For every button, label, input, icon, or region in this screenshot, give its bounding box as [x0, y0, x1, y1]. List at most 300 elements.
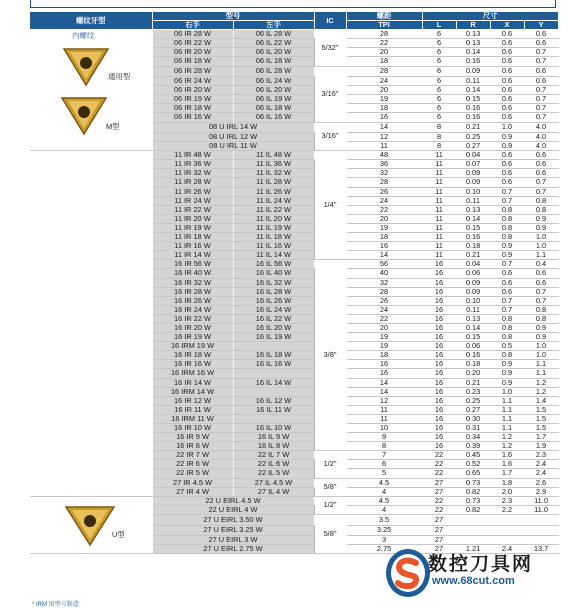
table-row — [30, 496, 558, 505]
cell-tpi: 16 — [346, 369, 422, 378]
right-hand-model: 22 IR 7 W — [152, 451, 233, 460]
cell-r: 0.73 — [456, 478, 490, 487]
cell-tpi: 4 — [346, 505, 422, 514]
cell-y: 0.7 — [524, 104, 558, 113]
cell-r: 0.45 — [456, 451, 490, 460]
thread-type-cell-top — [30, 30, 152, 151]
cell-x — [490, 526, 524, 535]
left-hand-model: 27 IL 4 W — [233, 487, 314, 496]
left-hand-model: 06 IL 18 W — [233, 57, 314, 66]
cell-y: 0.7 — [524, 113, 558, 122]
right-hand-model: 16 IR 20 W — [152, 323, 233, 332]
cell-tpi: 14 — [346, 251, 422, 260]
left-hand-model: 16 IL 56 W — [233, 260, 314, 269]
cell-x: 2.3 — [490, 496, 524, 505]
right-hand-model: 11 IR 14 W — [152, 251, 233, 260]
right-hand-model: 06 IR 28 W — [152, 66, 233, 76]
cell-l: 16 — [422, 433, 456, 442]
left-hand-model: 16 IL 8 W — [233, 442, 314, 451]
cell-x: 1.6 — [490, 451, 524, 460]
right-hand-model: 11 IR 32 W — [152, 169, 233, 178]
right-hand-model: 06 IR 18 W — [152, 104, 233, 113]
cell-tpi: 26 — [346, 296, 422, 305]
ic-size: 1/2" — [314, 451, 346, 478]
cell-tpi: 19 — [346, 95, 422, 104]
cell-l: 6 — [422, 48, 456, 57]
right-hand-model: 16 IR 8 W — [152, 442, 233, 451]
cell-y: 0.7 — [524, 296, 558, 305]
right-hand-model: 06 IR 20 W — [152, 86, 233, 95]
cell-r: 0.04 — [456, 260, 490, 269]
header-l: L — [422, 21, 456, 30]
cell-l: 11 — [422, 178, 456, 187]
right-hand-model: 16 IR 22 W — [152, 314, 233, 323]
left-hand-model — [233, 387, 314, 396]
cell-tpi: 12 — [346, 133, 422, 142]
top-frame — [30, 0, 556, 8]
cell-r: 0.10 — [456, 296, 490, 305]
cell-l: 6 — [422, 77, 456, 86]
left-hand-model: 16 IL 28 W — [233, 287, 314, 296]
cell-r: 0.16 — [456, 113, 490, 122]
cell-x: 0.6 — [490, 39, 524, 48]
logo-url: www.68cut.com — [432, 575, 515, 587]
cell-r: 0.82 — [456, 487, 490, 496]
cell-x: 0.6 — [490, 95, 524, 104]
cell-r: 0.73 — [456, 496, 490, 505]
cell-l: 16 — [422, 296, 456, 305]
label-u: U型 — [112, 529, 125, 539]
cell-r: 0.04 — [456, 151, 490, 160]
right-hand-model: 06 IR 16 W — [152, 113, 233, 122]
cell-l: 11 — [422, 160, 456, 169]
ic-size: 3/16" — [314, 122, 346, 151]
cell-l: 11 — [422, 187, 456, 196]
cell-tpi: 2.75 — [346, 544, 422, 553]
cell-l: 6 — [422, 86, 456, 95]
cell-tpi: 3.5 — [346, 514, 422, 526]
cell-r: 0.31 — [456, 424, 490, 433]
cell-y: 1.5 — [524, 424, 558, 433]
header-thread-type: 螺纹牙型 — [30, 12, 152, 30]
cell-y: 0.9 — [524, 223, 558, 232]
thread-insert-spec-table — [30, 12, 559, 554]
cell-y: 4.0 — [524, 122, 558, 132]
cell-r: 0.30 — [456, 414, 490, 423]
thread-type-cell-u — [30, 496, 152, 553]
right-hand-model: 06 IR 24 W — [152, 77, 233, 86]
cell-l: 16 — [422, 424, 456, 433]
cell-tpi: 32 — [346, 278, 422, 287]
cell-x: 0.7 — [490, 260, 524, 269]
header-x: X — [490, 21, 524, 30]
left-hand-model: 11 IL 48 W — [233, 151, 314, 160]
header-tpi: TPI — [346, 21, 422, 30]
right-hand-model: 16 IR 26 W — [152, 296, 233, 305]
cell-tpi: 24 — [346, 196, 422, 205]
model-code: 08 U IRL 12 W — [152, 133, 314, 142]
cell-l: 16 — [422, 287, 456, 296]
ic-size: 1/4" — [314, 151, 346, 260]
cell-y: 0.6 — [524, 151, 558, 160]
cell-l: 11 — [422, 151, 456, 160]
cell-tpi: 14 — [346, 387, 422, 396]
right-hand-model: 11 IR 26 W — [152, 187, 233, 196]
cell-l: 8 — [422, 122, 456, 132]
cell-y: 2.6 — [524, 478, 558, 487]
cell-l: 6 — [422, 30, 456, 39]
cell-l: 27 — [422, 526, 456, 535]
header-pitch: 螺距 — [346, 12, 422, 21]
cell-x: 0.9 — [490, 251, 524, 260]
cell-r: 0.09 — [456, 287, 490, 296]
cell-x: 0.6 — [490, 278, 524, 287]
cell-y: 0.6 — [524, 30, 558, 39]
cell-l: 16 — [422, 260, 456, 269]
cell-y: 1.0 — [524, 233, 558, 242]
cell-r: 0.06 — [456, 269, 490, 278]
right-hand-model: 16 IRM 16 W — [152, 369, 233, 378]
right-hand-model: 27 IR 4.5 W — [152, 478, 233, 487]
cell-tpi: 18 — [346, 104, 422, 113]
cell-y: 0.6 — [524, 39, 558, 48]
cell-y — [524, 526, 558, 535]
cell-r: 0.13 — [456, 314, 490, 323]
right-hand-model: 16 IRM 19 W — [152, 342, 233, 351]
cell-r: 0.52 — [456, 460, 490, 469]
cell-l: 6 — [422, 104, 456, 113]
cell-l: 16 — [422, 360, 456, 369]
cell-x: 0.9 — [490, 142, 524, 151]
left-hand-model: 22 IL 7 W — [233, 451, 314, 460]
cell-tpi: 16 — [346, 242, 422, 251]
left-hand-model: 16 IL 12 W — [233, 396, 314, 405]
cell-r: 0.20 — [456, 369, 490, 378]
right-hand-model: 06 IR 22 W — [152, 39, 233, 48]
cell-l: 6 — [422, 113, 456, 122]
cell-r: 0.18 — [456, 360, 490, 369]
right-hand-model: 06 IR 20 W — [152, 48, 233, 57]
thread-type-cell-blank — [30, 151, 152, 497]
cell-tpi: 18 — [346, 233, 422, 242]
cell-y: 0.8 — [524, 205, 558, 214]
general-insert-icon — [60, 43, 112, 89]
cell-l: 16 — [422, 342, 456, 351]
cell-x: 0.9 — [490, 242, 524, 251]
cell-y: 1.5 — [524, 405, 558, 414]
cell-tpi: 24 — [346, 77, 422, 86]
cell-tpi: 16 — [346, 360, 422, 369]
cell-y: 11.0 — [524, 496, 558, 505]
cell-x: 0.8 — [490, 314, 524, 323]
cell-r: 0.18 — [456, 242, 490, 251]
cell-tpi: 4 — [346, 487, 422, 496]
cell-x: 1.8 — [490, 478, 524, 487]
cell-l: 16 — [422, 314, 456, 323]
label-internal: 内螺纹 — [72, 31, 95, 41]
cell-tpi: 22 — [346, 205, 422, 214]
cell-tpi: 19 — [346, 223, 422, 232]
left-hand-model: 16 IL 10 W — [233, 424, 314, 433]
cell-x: 1.1 — [490, 405, 524, 414]
left-hand-model: 06 IL 20 W — [233, 48, 314, 57]
cell-x: 0.6 — [490, 169, 524, 178]
right-hand-model: 16 IR 18 W — [152, 351, 233, 360]
cell-tpi: 9 — [346, 433, 422, 442]
cell-l: 22 — [422, 505, 456, 514]
left-hand-model: 11 IL 32 W — [233, 169, 314, 178]
cell-l: 16 — [422, 278, 456, 287]
cell-tpi: 14 — [346, 378, 422, 387]
cell-l: 16 — [422, 442, 456, 451]
right-hand-model: 16 IR 9 W — [152, 433, 233, 442]
cell-tpi: 32 — [346, 169, 422, 178]
cell-r: 0.16 — [456, 351, 490, 360]
model-code: 08 U IRL 14 W — [152, 122, 314, 132]
left-hand-model: 06 IL 22 W — [233, 39, 314, 48]
cell-x: 0.7 — [490, 196, 524, 205]
cell-tpi: 5 — [346, 469, 422, 478]
cell-x: 1.0 — [490, 122, 524, 132]
right-hand-model: 11 IR 16 W — [152, 242, 233, 251]
cell-l: 16 — [422, 369, 456, 378]
cell-tpi: 19 — [346, 342, 422, 351]
left-hand-model: 06 IL 24 W — [233, 77, 314, 86]
cell-r: 0.09 — [456, 178, 490, 187]
cell-r: 0.14 — [456, 214, 490, 223]
left-hand-model: 06 IL 18 W — [233, 104, 314, 113]
cell-x: 1.7 — [490, 469, 524, 478]
left-hand-model: 16 IL 32 W — [233, 278, 314, 287]
left-hand-model: 22 IL 6 W — [233, 460, 314, 469]
cell-l: 22 — [422, 460, 456, 469]
cell-r: 0.23 — [456, 387, 490, 396]
left-hand-model — [233, 342, 314, 351]
cell-tpi: 20 — [346, 48, 422, 57]
spec-table-body — [30, 30, 558, 554]
cell-y: 0.7 — [524, 57, 558, 66]
cell-tpi: 28 — [346, 66, 422, 76]
u-insert-icon — [62, 501, 118, 549]
right-hand-model: 11 IR 28 W — [152, 178, 233, 187]
left-hand-model: 16 IL 18 W — [233, 351, 314, 360]
cell-x: 1.0 — [490, 387, 524, 396]
cell-x: 1.2 — [490, 442, 524, 451]
cell-l: 27 — [422, 478, 456, 487]
table-row — [30, 151, 558, 160]
cell-y: 1.5 — [524, 414, 558, 423]
cell-x: 0.6 — [490, 48, 524, 57]
cell-r: 0.15 — [456, 95, 490, 104]
left-hand-model: 06 IL 16 W — [233, 113, 314, 122]
header-dimensions: 尺寸 — [422, 12, 558, 21]
cell-y: 0.6 — [524, 160, 558, 169]
cell-y: 0.6 — [524, 278, 558, 287]
cell-tpi: 20 — [346, 323, 422, 332]
ic-size: 3/8" — [314, 260, 346, 451]
right-hand-model: 16 IR 11 W — [152, 405, 233, 414]
cell-tpi: 8 — [346, 442, 422, 451]
cell-tpi: 16 — [346, 113, 422, 122]
right-hand-model: 22 IR 5 W — [152, 469, 233, 478]
cell-l: 11 — [422, 242, 456, 251]
cell-x: 0.7 — [490, 187, 524, 196]
cell-l: 16 — [422, 378, 456, 387]
left-hand-model: 11 IL 14 W — [233, 251, 314, 260]
cell-l: 16 — [422, 351, 456, 360]
cell-l: 11 — [422, 251, 456, 260]
cell-r: 0.13 — [456, 205, 490, 214]
left-hand-model: 16 IL 11 W — [233, 405, 314, 414]
cell-y: 0.7 — [524, 86, 558, 95]
cell-tpi: 36 — [346, 160, 422, 169]
cell-l: 8 — [422, 142, 456, 151]
cell-x: 0.8 — [490, 233, 524, 242]
cell-r: 0.65 — [456, 469, 490, 478]
cell-r: 0.09 — [456, 66, 490, 76]
cell-y: 2.3 — [524, 451, 558, 460]
cell-l: 6 — [422, 66, 456, 76]
ic-size: 5/32" — [314, 30, 346, 66]
right-hand-model: 06 IR 18 W — [152, 57, 233, 66]
cell-l: 6 — [422, 95, 456, 104]
right-hand-model: 16 IR 10 W — [152, 424, 233, 433]
cell-r: 0.11 — [456, 77, 490, 86]
cell-y: 1.2 — [524, 378, 558, 387]
cell-x: 0.6 — [490, 77, 524, 86]
cell-r: 0.09 — [456, 169, 490, 178]
model-code: 27 U EIRL 3.50 W — [152, 514, 314, 526]
left-hand-model: 16 IL 9 W — [233, 433, 314, 442]
cell-x: 0.9 — [490, 378, 524, 387]
left-hand-model: 22 IL 5 W — [233, 469, 314, 478]
cell-x: 0.6 — [490, 287, 524, 296]
cell-l: 22 — [422, 469, 456, 478]
cell-x: 0.6 — [490, 160, 524, 169]
cell-l: 11 — [422, 196, 456, 205]
cell-r: 0.21 — [456, 378, 490, 387]
left-hand-model: 16 IL 20 W — [233, 323, 314, 332]
cell-tpi: 20 — [346, 86, 422, 95]
right-hand-model: 11 IR 24 W — [152, 196, 233, 205]
left-hand-model: 06 IL 28 W — [233, 30, 314, 39]
cell-r: 0.34 — [456, 433, 490, 442]
label-m: M型 — [106, 122, 120, 132]
right-hand-model: 16 IR 19 W — [152, 333, 233, 342]
header-r: R — [456, 21, 490, 30]
cell-tpi: 48 — [346, 151, 422, 160]
cell-x: 0.6 — [490, 113, 524, 122]
cell-r: 0.15 — [456, 223, 490, 232]
cell-y: 1.0 — [524, 342, 558, 351]
cell-y: 1.4 — [524, 396, 558, 405]
cell-x: 0.6 — [490, 151, 524, 160]
cell-r: 0.21 — [456, 122, 490, 132]
header-ic: IC — [314, 12, 346, 30]
m-insert-icon — [58, 92, 110, 138]
cell-y: 0.7 — [524, 48, 558, 57]
cell-r: 0.39 — [456, 442, 490, 451]
cell-l: 11 — [422, 205, 456, 214]
right-hand-model: 16 IRM 14 W — [152, 387, 233, 396]
cell-x: 0.6 — [490, 178, 524, 187]
cell-y — [524, 514, 558, 526]
cell-r: 1.21 — [456, 544, 490, 553]
cell-y: 1.0 — [524, 351, 558, 360]
cell-l: 16 — [422, 269, 456, 278]
footnote: * IRM 用型号制造 — [32, 602, 79, 608]
model-code: 27 U EIRL 3.25 W — [152, 526, 314, 535]
cell-tpi: 3.25 — [346, 526, 422, 535]
cell-y: 0.7 — [524, 95, 558, 104]
cell-y: 1.1 — [524, 360, 558, 369]
model-code: 22 U EIRL 4.5 W — [152, 496, 314, 505]
cell-x: 2.0 — [490, 487, 524, 496]
cell-y: 11.0 — [524, 505, 558, 514]
right-hand-model: 16 IR 12 W — [152, 396, 233, 405]
cell-y: 4.0 — [524, 133, 558, 142]
left-hand-model: 11 IL 36 W — [233, 160, 314, 169]
cell-tpi: 56 — [346, 260, 422, 269]
left-hand-model: 06 IL 28 W — [233, 66, 314, 76]
cell-tpi: 22 — [346, 39, 422, 48]
cell-tpi: 7 — [346, 451, 422, 460]
left-hand-model: 11 IL 24 W — [233, 196, 314, 205]
right-hand-model: 16 IR 40 W — [152, 269, 233, 278]
model-code: 22 U EIRL 4 W — [152, 505, 314, 514]
cell-y: 0.8 — [524, 196, 558, 205]
right-hand-model: 22 IR 6 W — [152, 460, 233, 469]
cell-tpi: 18 — [346, 57, 422, 66]
cell-y: 13.7 — [524, 544, 558, 553]
cell-x: 0.8 — [490, 333, 524, 342]
left-hand-model: 11 IL 26 W — [233, 187, 314, 196]
cell-y: 0.6 — [524, 66, 558, 76]
cell-x: 0.8 — [490, 323, 524, 332]
cell-r: 0.13 — [456, 39, 490, 48]
model-code: 27 U EIRL 2.75 W — [152, 544, 314, 553]
cell-r: 0.16 — [456, 233, 490, 242]
left-hand-model: 11 IL 20 W — [233, 214, 314, 223]
cell-x: 0.6 — [490, 104, 524, 113]
cell-y: 4.0 — [524, 142, 558, 151]
header-model: 型号 — [152, 12, 314, 21]
cell-y: 0.4 — [524, 260, 558, 269]
cell-l: 27 — [422, 544, 456, 553]
cell-x: 1.1 — [490, 424, 524, 433]
cell-x — [490, 514, 524, 526]
cell-y: 0.7 — [524, 178, 558, 187]
left-hand-model: 16 IL 16 W — [233, 360, 314, 369]
ic-size: 1/2" — [314, 496, 346, 514]
cell-r: 0.09 — [456, 278, 490, 287]
cell-y: 2.4 — [524, 460, 558, 469]
right-hand-model: 11 IR 48 W — [152, 151, 233, 160]
right-hand-model: 06 IR 28 W — [152, 30, 233, 39]
watermark-logo — [384, 543, 569, 607]
cell-tpi: 11 — [346, 142, 422, 151]
cell-l: 27 — [422, 535, 456, 544]
cell-l: 16 — [422, 387, 456, 396]
cell-l: 22 — [422, 496, 456, 505]
cell-x: 0.8 — [490, 205, 524, 214]
cell-r: 0.11 — [456, 305, 490, 314]
cell-x: 0.8 — [490, 351, 524, 360]
ic-size: 5/8" — [314, 514, 346, 553]
cell-tpi: 18 — [346, 351, 422, 360]
cell-y: 0.7 — [524, 187, 558, 196]
right-hand-model: 16 IR 24 W — [152, 305, 233, 314]
